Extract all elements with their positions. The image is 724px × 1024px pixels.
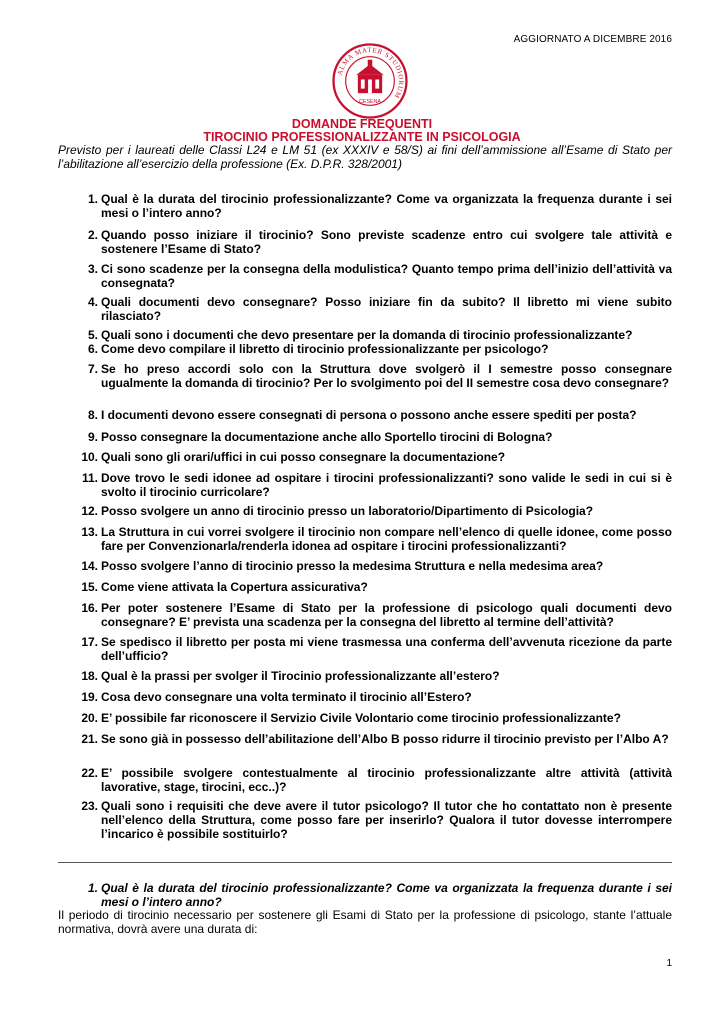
faq-item: 1. Qual è la durata del tirocinio professionalizzante? Come va organizzata la frequenza durante i sei mesi o l’intero anno?	[87, 192, 672, 220]
faq-item: 5. Quali sono i documenti che devo presentare per la domanda di tirocinio professionalizzante?	[87, 328, 633, 342]
faq-item: 23. Quali sono i requisiti che deve avere il tutor psicologo? Il tutor che ho contattato non è presente nell’elenco della Struttura, come posso fare per inserirlo? Qualora il tutor dovesse interrompere l’incarico è possibile sostituirlo?	[81, 799, 672, 841]
faq-item: 17. Se spedisco il libretto per posta mi viene trasmessa una conferma dell’avvenuta ricezione da parte dell’ufficio?	[81, 635, 672, 663]
faq-item: 8. I documenti devono essere consegnati di persona o possono anche essere spediti per posta?	[87, 408, 637, 422]
seal-city-text: CESENA	[359, 99, 381, 106]
faq-item: 16. Per poter sostenere l’Esame di Stato per la professione di psicologo quali documenti devo consegnare? E’ prevista una scadenza per la consegna del libretto al termine dell’attività?	[81, 601, 672, 629]
page-title: DOMANDE FREQUENTI	[291, 117, 433, 131]
answer-paragraph: Il periodo di tirocinio necessario per sostenere gli Esami di Stato per la professione di psicologo, stante l’attuale normativa, dovrà avere una durata di:	[58, 908, 672, 936]
page-subtitle-heading: TIROCINIO PROFESSIONALIZZANTE IN PSICOLOGIA	[203, 130, 521, 144]
updated-date: AGGIORNATO A DICEMBRE 2016	[513, 34, 672, 45]
faq-item: 18. Qual è la prassi per svolger il Tirocinio professionalizzante all’estero?	[81, 669, 500, 683]
faq-item: 2. Quando posso iniziare il tirocinio? Sono previste scadenze entro cui svolgere tale attività e sostenere l’Esame di Stato?	[87, 228, 672, 256]
faq-item: 19. Cosa devo consegnare una volta terminato il tirocinio all’Estero?	[81, 690, 472, 704]
answer-question-heading: 1. Qual è la durata del tirocinio professionalizzante? Come va organizzata la frequenza durante i sei mesi o l’intero anno?	[87, 881, 672, 909]
faq-item: 15. Come viene attivata la Copertura assicurativa?	[81, 580, 368, 594]
university-seal-logo	[332, 43, 408, 119]
faq-item: 14. Posso svolgere l’anno di tirocinio presso la medesima Struttura e nella medesima area?	[81, 559, 604, 573]
faq-item: 4. Quali documenti devo consegnare? Posso iniziare fin da subito? Il libretto mi viene subito rilasciato?	[87, 295, 672, 323]
intro-paragraph: Previsto per i laureati delle Classi L24 e LM 51 (ex XXXIV e 58/S) ai fini dell’ammissione all’Esame di Stato per l’abilitazione all’esercizio della professione (Ex. D.P.R. 328/2001)	[58, 143, 672, 171]
faq-item: 20. E’ possibile far riconoscere il Servizio Civile Volontario come tirocinio professionalizzante?	[81, 711, 621, 725]
section-divider	[58, 862, 672, 863]
page-number: 1	[666, 958, 672, 969]
faq-item: 7. Se ho preso accordi solo con la Struttura dove svolgerò il I semestre posso consegnare ugualmente la domanda di tirocinio? Per lo svolgimento poi del II semestre cosa devo consegnare?	[87, 362, 672, 390]
faq-item: 13. La Struttura in cui vorrei svolgere il tirocinio non compare nell’elenco di quelle idonee, come posso fare per Convenzionarla/renderla idonea ad ospitare i tirocini professionalizzanti?	[81, 525, 672, 553]
faq-item: 3. Ci sono scadenze per la consegna della modulistica? Quanto tempo prima dell’inizio dell’attività va consegnata?	[87, 262, 672, 290]
seal-ring-text: ALMA MATER STUDIORUM	[336, 47, 404, 100]
faq-item: 12. Posso svolgere un anno di tirocinio presso un laboratorio/Dipartimento di Psicologia?	[81, 504, 594, 518]
faq-item: 6. Come devo compilare il libretto di tirocinio professionalizzante per psicologo?	[87, 342, 549, 356]
faq-item: 10. Quali sono gli orari/uffici in cui posso consegnare la documentazione?	[81, 450, 506, 464]
faq-item: 21. Se sono già in possesso dell’abilitazione dell’Albo B posso ridurre il tirocinio previsto per l’Albo A?	[81, 732, 669, 746]
faq-item: 22. E’ possibile svolgere contestualmente al tirocinio professionalizzante altre attività (attività lavorative, stage, tirocini, ecc..)?	[81, 766, 672, 794]
faq-item: 11. Dove trovo le sedi idonee ad ospitare i tirocini professionalizzanti? sono valide le sedi in cui si è svolto il tirocinio curricolare?	[81, 471, 672, 499]
faq-item: 9. Posso consegnare la documentazione anche allo Sportello tirocini di Bologna?	[87, 430, 553, 444]
